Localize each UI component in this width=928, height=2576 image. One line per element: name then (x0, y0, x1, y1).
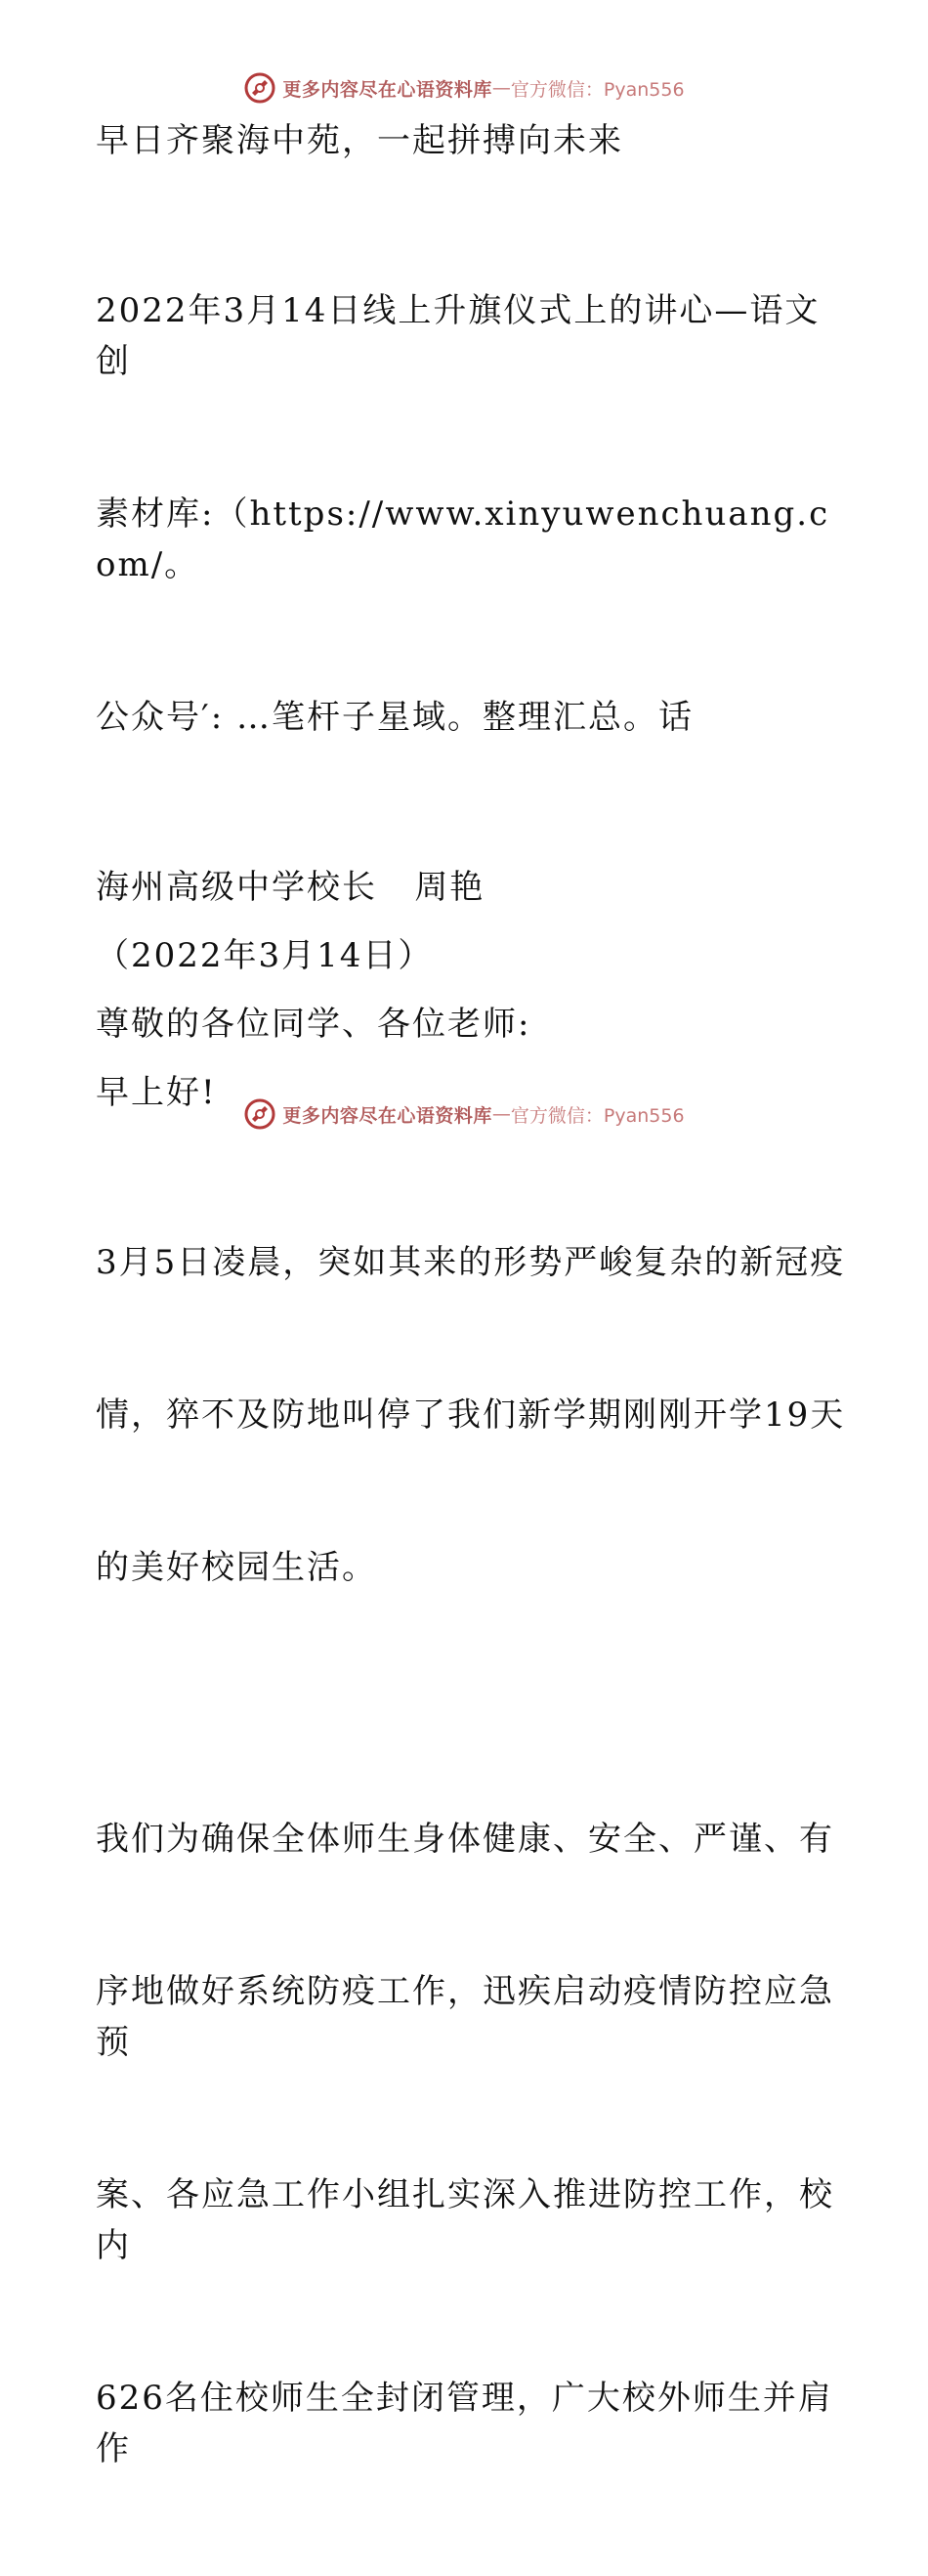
document-title: 早日齐聚海中苑，一起拼搏向未来 (96, 121, 623, 160)
paragraph-line: 的美好校园生活。 (96, 1548, 377, 1587)
greeting: 早上好! (96, 1073, 217, 1112)
paragraph-line: 序地做好系统防疫工作，迅疾启动疫情防控应急预 (96, 1972, 834, 2062)
subtitle-line: 公众号′: …笔杆子星域。整理汇总。话 (96, 698, 694, 737)
watermark-text: 更多内容尽在心语资料库 (282, 78, 492, 101)
watermark-wechat: 官方微信：Pyan556 (510, 78, 685, 101)
brand-logo-icon (243, 71, 276, 105)
footer-watermark (0, 1095, 928, 1134)
watermark-separator: — (491, 1103, 511, 1125)
paragraph-2 (96, 1712, 848, 2576)
paragraph-line: 3月5日凌晨，突如其来的形势严峻复杂的新冠疫 (96, 1243, 846, 1282)
watermark-text: 更多内容尽在心语资料库 (282, 1104, 492, 1127)
paragraph-line: 案、各应急工作小组扎实深入推进防控工作，校内 (96, 2175, 834, 2265)
paragraph-line: 626名住校师生全封闭管理，广大校外师生并肩作 (96, 2379, 833, 2469)
header-watermark (0, 68, 928, 107)
watermark-wechat: 官方微信：Pyan556 (510, 1104, 685, 1127)
salutation: 尊敬的各位同学、各位老师: (96, 1005, 531, 1044)
subtitle-line: 2022年3月14日线上升旗仪式上的讲心—语文创 (96, 291, 821, 381)
brand-logo-icon (243, 1097, 276, 1131)
paragraph-line: 我们为确保全体师生身体健康、安全、严谨、有 (96, 1820, 834, 1859)
date-line: （2022年3月14日） (96, 936, 434, 975)
paragraph-1 (96, 1136, 848, 1695)
paragraph-line: 情，猝不及防地叫停了我们新学期刚刚开学19天 (96, 1395, 846, 1435)
subtitle-block (96, 184, 848, 844)
document-body (96, 115, 848, 2576)
subtitle-line: 素材库:（https://www.xinyuwenchuang.com/。 (96, 494, 830, 584)
author-line: 海州高级中学校长 周艳 (96, 868, 485, 907)
watermark-separator: — (491, 77, 511, 99)
